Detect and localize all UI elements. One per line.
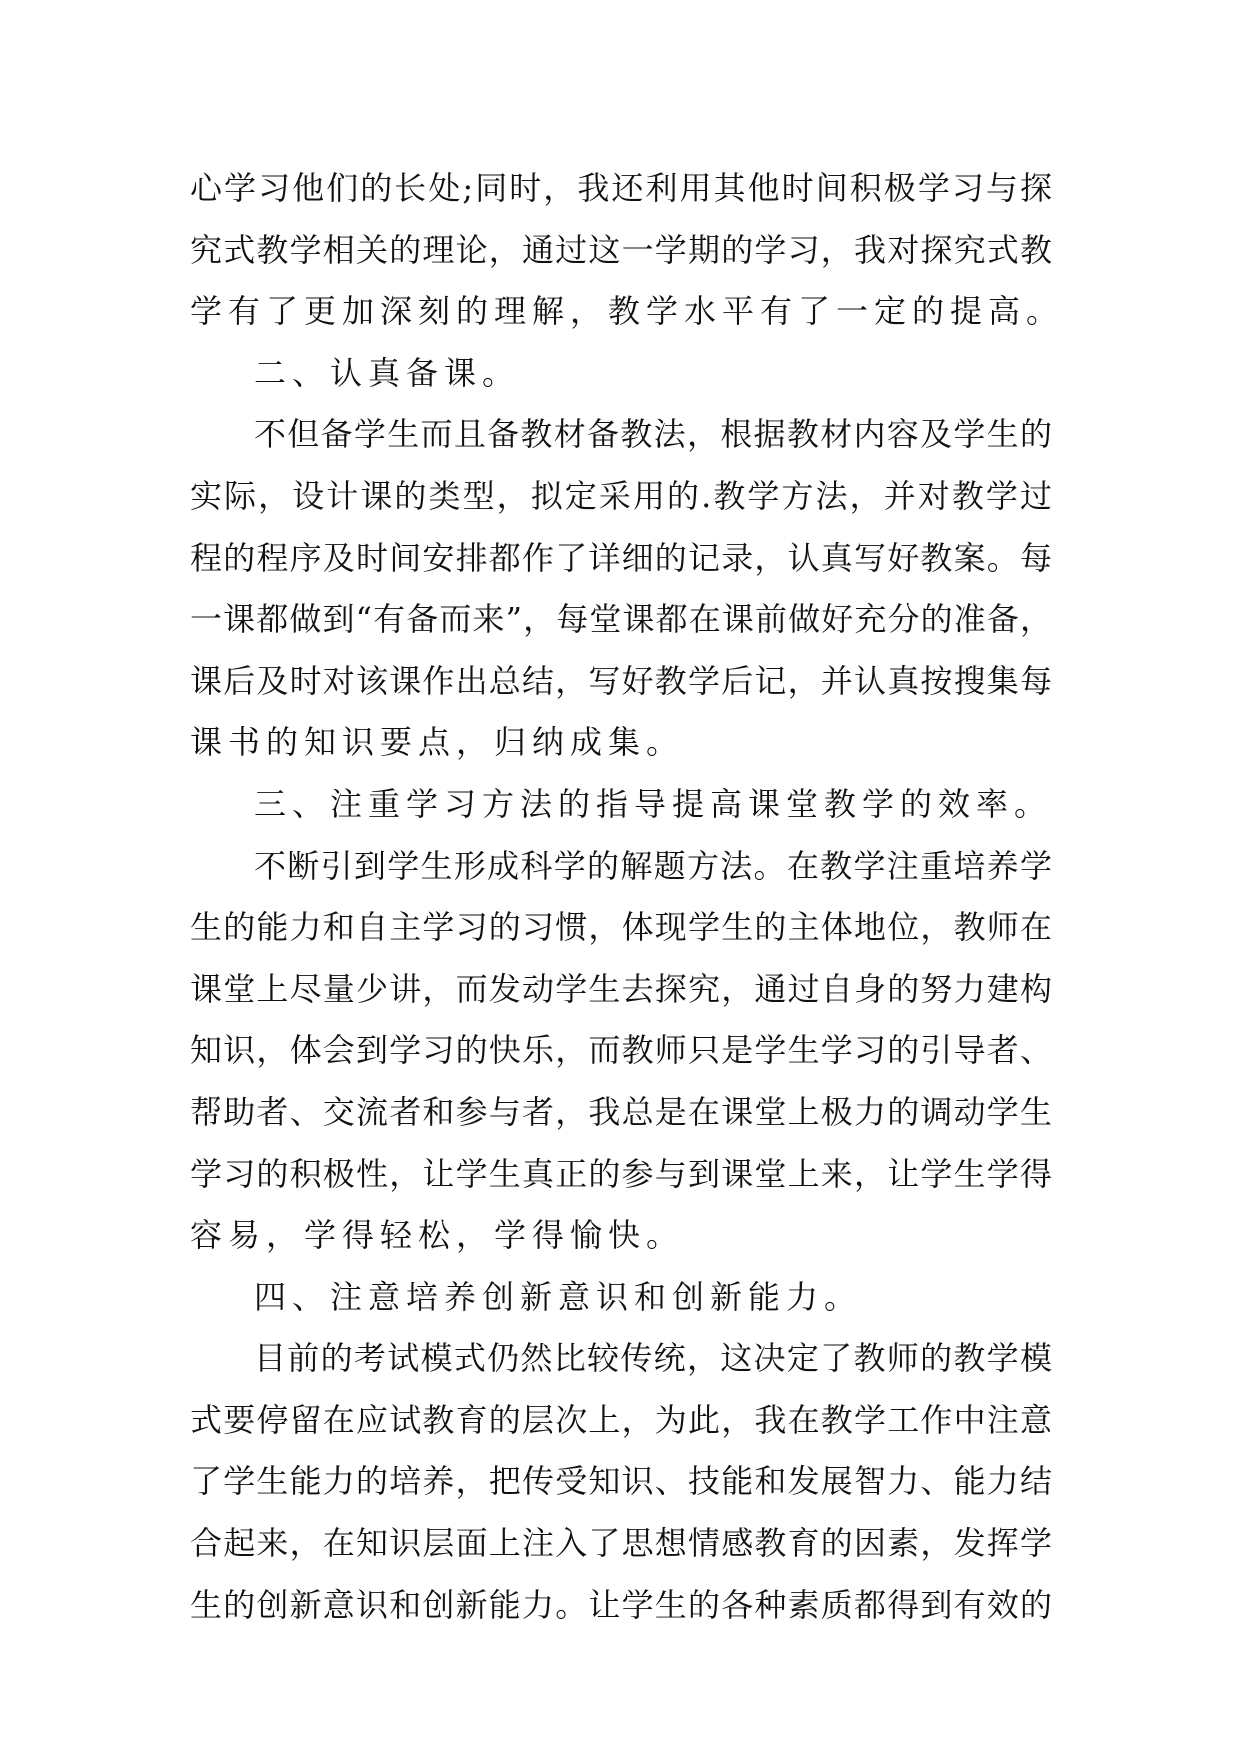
text-line: 生的创新意识和创新能力。让学生的各种素质都得到有效的 [190,1585,1052,1624]
text-line: 究式教学相关的理论，通过这一学期的学习，我对探究式教 [190,230,1052,269]
section-heading: 四、注意培养创新意识和创新能力。 [254,1277,863,1316]
text-line: 合起来，在知识层面上注入了思想情感教育的因素，发挥学 [190,1524,1052,1563]
section-heading: 三、注重学习方法的指导提高课堂教学的效率。 [254,784,1053,823]
text-line: 一课都做到“有备而来”，每堂课都在课前做好充分的准备， [190,600,1052,639]
text-line: 学有了更加深刻的理解，教学水平有了一定的提高。 [190,292,1065,331]
text-line: 了学生能力的培养，把传受知识、技能和发展智力、能力结 [190,1462,1052,1501]
text-line: 式要停留在应试教育的层次上，为此，我在教学工作中注意 [190,1400,1052,1439]
text-line: 不但备学生而且备教材备教法，根据教材内容及学生的 [254,415,1052,454]
section-heading: 二、认真备课。 [254,353,521,392]
text-line: 学习的积极性，让学生真正的参与到课堂上来，让学生学得 [190,1154,1052,1193]
text-line: 课书的知识要点，归纳成集。 [190,723,685,762]
text-line: 知识，体会到学习的快乐，而教师只是学生学习的引导者、 [190,1031,1052,1070]
text-line: 心学习他们的长处;同时，我还利用其他时间积极学习与探 [190,169,1052,207]
text-line: 课堂上尽量少讲，而发动学生去探究，通过自身的努力建构 [190,969,1052,1008]
text-line: 容易，学得轻松，学得愉快。 [190,1216,685,1255]
text-line: 帮助者、交流者和参与者，我总是在课堂上极力的调动学生 [190,1092,1052,1131]
text-line: 目前的考试模式仍然比较传统，这决定了教师的教学模 [254,1339,1052,1378]
text-line: 课后及时对该课作出总结，写好教学后记，并认真按搜集每 [190,661,1052,700]
body-text [190,158,1065,1636]
text-line: 程的程序及时间安排都作了详细的记录，认真写好教案。每 [190,538,1052,577]
text-line: 生的能力和自主学习的习惯，体现学生的主体地位，教师在 [190,908,1052,947]
text-line: 不断引到学生形成科学的解题方法。在教学注重培养学 [254,846,1052,885]
text-line: 实际，设计课的类型，拟定采用的.教学方法，并对教学过 [190,476,1052,515]
